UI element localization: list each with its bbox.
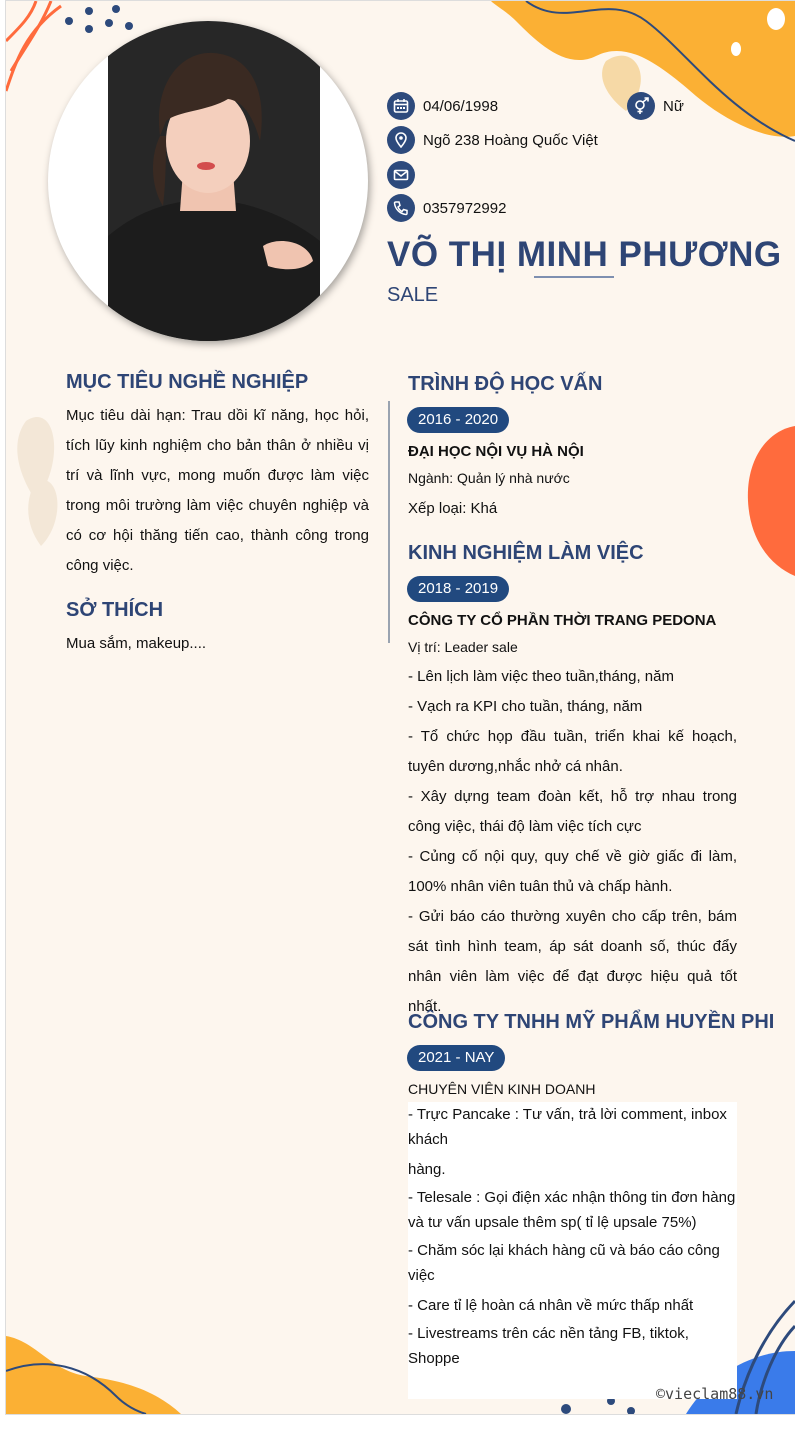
gender-row (627, 92, 684, 120)
objective-heading: MỤC TIÊU NGHỀ NGHIỆP (66, 371, 309, 393)
list-item: - Telesale : Gọi điện xác nhận thông tin đơn hàng và tư vấn upsale thêm sp( tỉ lệ upsale 75%) (408, 1189, 736, 1231)
education-period-badge: 2016 - 2020 (407, 407, 509, 433)
address-row (387, 126, 598, 154)
education-grade: Xếp loại: Khá (408, 500, 498, 517)
list-item: - Livestreams trên các nền tảng FB, tiktok, Shoppe (408, 1325, 689, 1367)
hobbies-heading: SỞ THÍCH (66, 599, 164, 621)
cv-page (5, 0, 795, 1415)
job1-duties (408, 662, 737, 1022)
watermark: ©vieclam88.vn (656, 1385, 774, 1403)
list-item: - Care tỉ lệ hoàn cá nhân về mức thấp nhất (408, 1297, 694, 1314)
job1-company: CÔNG TY CỔ PHẦN THỜI TRANG PEDONA (408, 612, 717, 629)
education-heading: TRÌNH ĐỘ HỌC VẤN (408, 373, 603, 395)
job1-position: Vị trí: Leader sale (408, 639, 518, 655)
education-major: Ngành: Quản lý nhà nước (408, 470, 570, 486)
candidate-name: VÕ THỊ MINH PHƯƠNG (387, 235, 782, 274)
hobbies-text: Mua sắm, makeup.... (66, 635, 207, 652)
address-value: Ngõ 238 Hoàng Quốc Việt (423, 131, 598, 149)
gender-value: Nữ (663, 97, 684, 115)
name-underline (534, 276, 614, 278)
objective-text: Mục tiêu dài hạn: Trau dồi kĩ năng, học hỏi, tích lũy kinh nghiệm cho bản thân ở nhiều vị trí và lĩnh vực, mong muốn được làm việc trong môi trường làm việc chuyên nghiệp và có cơ hội thăng tiến cao, thành công trong công việc. (66, 407, 369, 574)
job2-position: CHUYÊN VIÊN KINH DOANH (408, 1081, 596, 1097)
list-item: - Lên lịch làm việc theo tuần,tháng, năm (408, 668, 674, 685)
calendar-icon (387, 92, 415, 120)
list-item: - Trực Pancake : Tư vấn, trả lời comment, inbox khách (408, 1106, 727, 1148)
list-item: - Gửi báo cáo thường xuyên cho cấp trên, bám sát tình hình team, áp sát doanh số, thúc đẩy nhân viên làm việc để đạt được hiệu quả tốt nhất. (408, 908, 737, 1015)
phone-value: 0357972992 (423, 199, 507, 217)
list-item: - Xây dựng team đoàn kết, hỗ trợ nhau trong công việc, thái độ làm việc tích cực (408, 788, 737, 835)
list-item: - Chăm sóc lại khách hàng cũ và báo cáo công việc (408, 1242, 720, 1284)
list-item: - Củng cố nội quy, quy chế về giờ giấc đi làm, 100% nhân viên tuân thủ và chấp hành. (408, 848, 737, 895)
list-item: - Vạch ra KPI cho tuần, tháng, năm (408, 698, 643, 715)
job2-company: CÔNG TY TNHH MỸ PHẨM HUYỀN PHI (408, 1011, 775, 1033)
email-row (387, 161, 423, 189)
location-icon (387, 126, 415, 154)
list-item: - Tổ chức họp đầu tuần, triển khai kế hoạch, tuyên dương,nhắc nhở cá nhân. (408, 728, 737, 775)
phone-icon (387, 194, 415, 222)
gender-icon (627, 92, 655, 120)
profile-photo (48, 21, 368, 341)
phone-row (387, 194, 506, 222)
job2-duties (408, 1102, 737, 1399)
candidate-role: SALE (387, 284, 439, 306)
list-item: hàng. (408, 1161, 446, 1178)
education-school: ĐẠI HỌC NỘI VỤ HÀ NỘI (408, 443, 584, 460)
experience-heading: KINH NGHIỆM LÀM VIỆC (408, 542, 644, 564)
email-icon (387, 161, 415, 189)
job1-period-badge: 2018 - 2019 (407, 576, 509, 602)
column-divider (388, 401, 390, 643)
job2-period-badge: 2021 - NAY (407, 1045, 505, 1071)
dob-value: 04/06/1998 (423, 97, 499, 115)
dob-row (387, 92, 498, 120)
